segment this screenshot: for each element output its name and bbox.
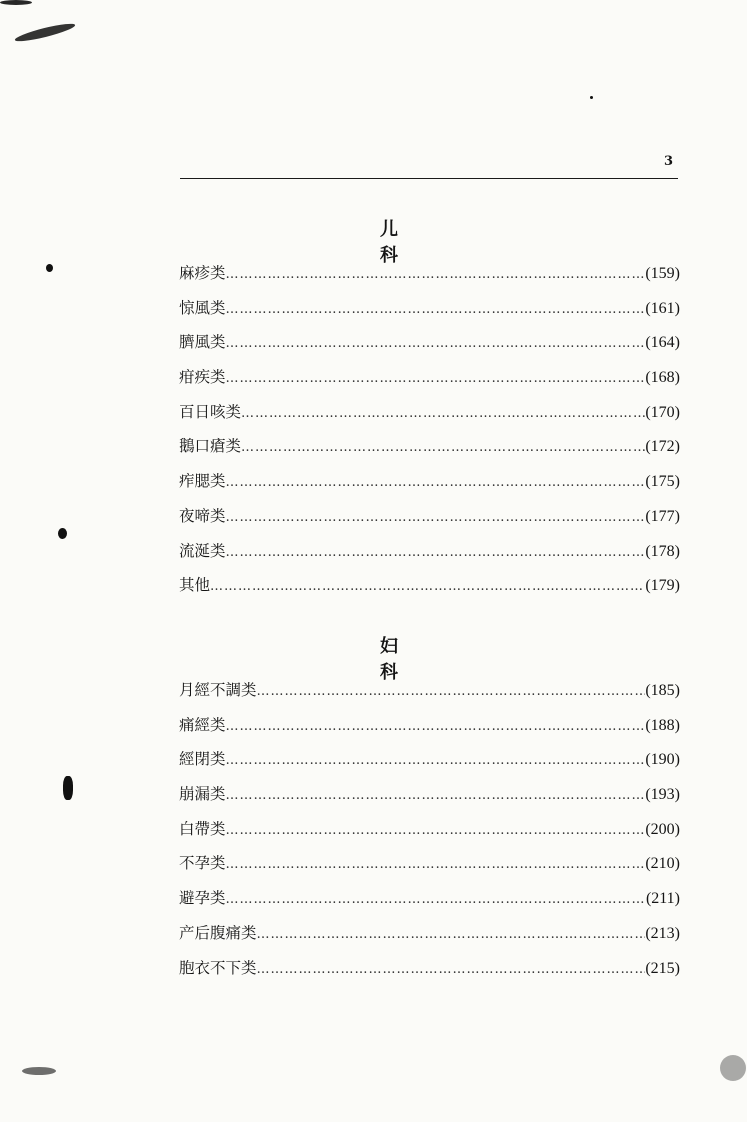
toc-dot-leader [257, 953, 646, 988]
toc-dot-leader [257, 918, 646, 953]
toc-entry [179, 256, 680, 291]
toc-entry-title: 崩漏类 [179, 785, 226, 804]
toc-entry-title: 不孕类 [179, 854, 226, 873]
toc-entry-page: (164) [645, 334, 680, 352]
scan-smudge [58, 528, 67, 539]
toc-entry [179, 951, 680, 986]
toc-dot-leader [226, 501, 646, 536]
toc-entry [179, 777, 680, 812]
toc-entry-page: (210) [645, 855, 680, 873]
toc-entry-page: (179) [645, 577, 680, 595]
scan-smudge [590, 96, 593, 99]
toc-dot-leader [257, 675, 646, 710]
toc-entry [179, 916, 680, 951]
toc-dot-leader [226, 779, 646, 814]
toc-entry [179, 673, 680, 708]
toc-entry-title: 白帶类 [179, 819, 226, 838]
toc-entry-page: (200) [645, 820, 680, 838]
toc-entry-title: 夜啼类 [179, 506, 226, 525]
toc-dot-leader [226, 710, 646, 745]
toc-entry-title: 麻疹类 [179, 264, 226, 282]
toc-entry-page: (215) [645, 959, 680, 977]
toc-dot-leader [210, 570, 645, 605]
toc-entry [179, 742, 680, 777]
toc-entry [179, 360, 680, 395]
toc-entry-title: 鵝口瘡类 [179, 437, 242, 456]
toc-entry-title: 产后腹痛类 [179, 923, 257, 942]
scan-smudge [14, 21, 76, 45]
toc-dot-leader [226, 327, 646, 362]
section-title-pediatrics: 儿 科 [380, 219, 428, 266]
scan-smudge [46, 264, 53, 272]
toc-entry-title: 痛經类 [179, 715, 226, 734]
scan-smudge [22, 1067, 56, 1075]
toc-dot-leader [226, 814, 646, 849]
toc-dot-leader [226, 536, 646, 571]
toc-entry-page: (177) [645, 507, 680, 525]
toc-entry-page: (211) [645, 890, 680, 908]
toc-dot-leader [241, 431, 645, 466]
toc-dot-leader [226, 258, 646, 293]
toc-entry-page: (161) [645, 299, 680, 317]
toc-entry-title: 經閉类 [179, 750, 226, 769]
toc-entry [179, 568, 680, 603]
toc-entry-title: 流涎类 [179, 541, 226, 560]
toc-dot-leader [226, 293, 646, 328]
toc-entry [179, 325, 680, 360]
toc-entry-title: 月經不調类 [179, 681, 257, 699]
toc-dot-leader [241, 397, 645, 432]
toc-entry-title: 惊風类 [179, 298, 226, 317]
toc-entry [179, 429, 680, 464]
toc-entry [179, 881, 680, 916]
toc-entry-page: (168) [645, 369, 680, 387]
toc-entry-page: (190) [645, 751, 680, 769]
toc-dot-leader [226, 848, 646, 883]
toc-entry-page: (213) [645, 924, 680, 942]
toc-dot-leader [226, 744, 646, 779]
toc-entry [179, 291, 680, 326]
scan-smudge [0, 0, 32, 5]
toc-entry [179, 464, 680, 499]
toc-entry-title: 百日咳类 [179, 402, 242, 421]
toc-entry-title: 疳疾类 [179, 368, 226, 387]
toc-entry-title: 胞衣不下类 [179, 958, 257, 977]
header-rule [180, 178, 678, 179]
toc-entry [179, 499, 680, 534]
toc-entry-title: 痄腮类 [179, 472, 226, 491]
toc-entry-page: (178) [645, 542, 680, 560]
toc-entry-page: (159) [645, 265, 680, 282]
toc-entry-page: (175) [645, 473, 680, 491]
toc-dot-leader [226, 362, 646, 397]
toc-entry-title: 臍風类 [179, 333, 226, 352]
toc-list-gynecology [179, 673, 680, 985]
toc-entry [179, 534, 680, 569]
toc-dot-leader [226, 466, 646, 501]
toc-entry-title: 其他 [179, 576, 211, 595]
toc-entry-page: (185) [645, 682, 680, 699]
toc-entry [179, 846, 680, 881]
toc-list-pediatrics [179, 256, 680, 603]
toc-entry-page: (188) [645, 716, 680, 734]
toc-entry-title: 避孕类 [179, 889, 226, 908]
page-number: 3 [664, 154, 674, 169]
toc-entry [179, 812, 680, 847]
section-title-gynecology: 妇 科 [380, 636, 428, 683]
toc-entry-page: (172) [645, 438, 680, 456]
scan-smudge [63, 776, 73, 800]
toc-dot-leader [226, 883, 646, 918]
toc-entry [179, 708, 680, 743]
toc-entry [179, 395, 680, 430]
toc-entry-page: (170) [645, 403, 680, 421]
scan-smudge [720, 1055, 746, 1081]
toc-entry-page: (193) [645, 786, 680, 804]
